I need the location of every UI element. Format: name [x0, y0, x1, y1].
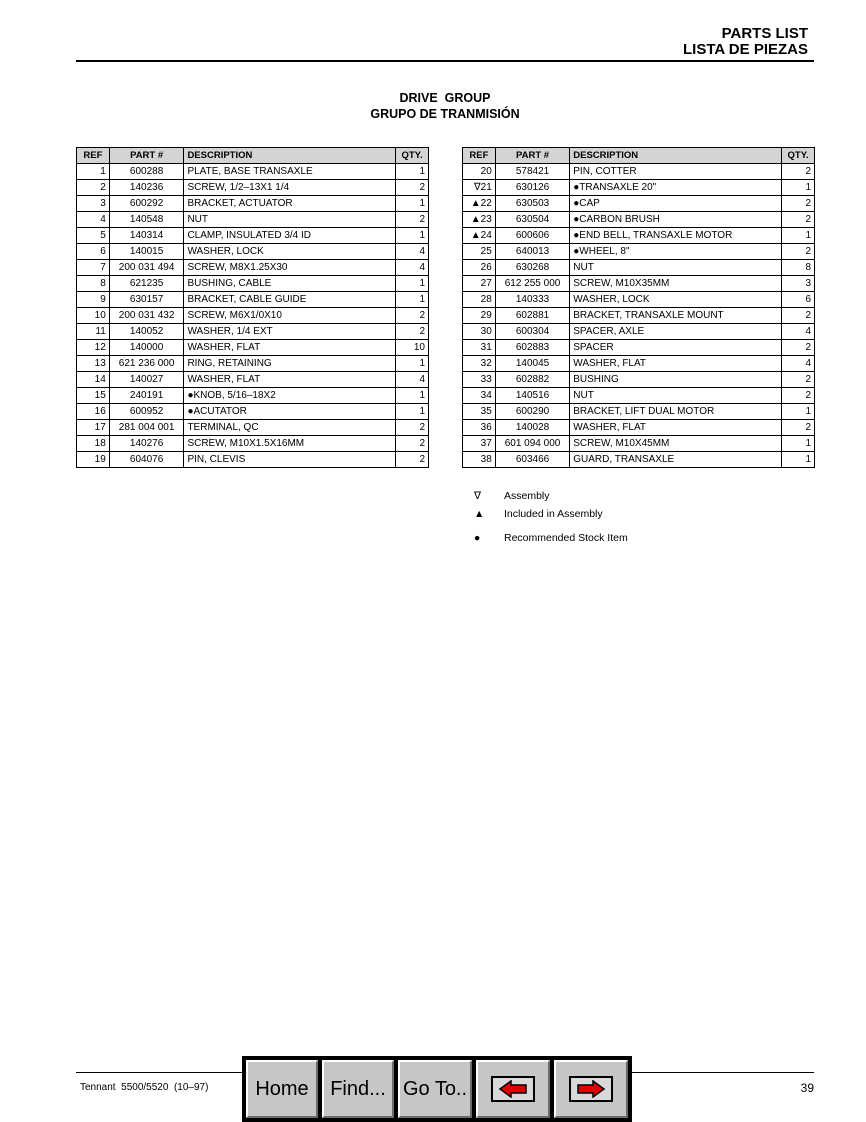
- cell-ref: 38: [463, 452, 496, 468]
- footer-divider-left: [76, 1072, 244, 1073]
- table-row: [77, 276, 429, 292]
- cell-qty: 2: [396, 436, 429, 452]
- cell-description: ●KNOB, 5/16–18X2: [184, 388, 396, 404]
- col-header-description: DESCRIPTION: [184, 148, 396, 164]
- cell-qty: 4: [396, 244, 429, 260]
- cell-ref: ∇21: [463, 180, 496, 196]
- next-page-button[interactable]: [554, 1060, 628, 1118]
- cell-ref: 6: [77, 244, 110, 260]
- legend-included: [470, 508, 603, 520]
- cell-description: ●END BELL, TRANSAXLE MOTOR: [570, 228, 782, 244]
- table-row: [77, 196, 429, 212]
- cell-description: RING, RETAINING: [184, 356, 396, 372]
- cell-ref: 11: [77, 324, 110, 340]
- cell-part-number: 140028: [495, 420, 569, 436]
- header-title-es: LISTA DE PIEZAS: [682, 41, 808, 58]
- cell-description: NUT: [570, 388, 782, 404]
- legend-recommended: [470, 532, 628, 544]
- footer-model: Tennant 5500/5520 (10–97): [80, 1082, 209, 1093]
- goto-button[interactable]: Go To..: [398, 1060, 472, 1118]
- cell-qty: 1: [396, 388, 429, 404]
- cell-part-number: 200 031 494: [109, 260, 184, 276]
- table-row: [463, 452, 815, 468]
- cell-qty: 2: [396, 452, 429, 468]
- col-header-ref: REF: [463, 148, 496, 164]
- bullet-icon: ●: [474, 532, 481, 544]
- section-title: [0, 90, 866, 122]
- cell-description: WASHER, FLAT: [184, 372, 396, 388]
- section-title-en: DRIVE GROUP: [399, 91, 491, 105]
- cell-description: ●TRANSAXLE 20": [570, 180, 782, 196]
- cell-part-number: 602883: [495, 340, 569, 356]
- cell-description: NUT: [184, 212, 396, 228]
- cell-qty: 1: [782, 228, 815, 244]
- cell-part-number: 600304: [495, 324, 569, 340]
- cell-ref: 34: [463, 388, 496, 404]
- cell-description: NUT: [570, 260, 782, 276]
- cell-part-number: 281 004 001: [109, 420, 184, 436]
- find-button[interactable]: Find...: [322, 1060, 394, 1118]
- cell-description: WASHER, FLAT: [570, 356, 782, 372]
- cell-qty: 2: [782, 372, 815, 388]
- col-header-description: DESCRIPTION: [570, 148, 782, 164]
- cell-part-number: 140516: [495, 388, 569, 404]
- cell-ref: 13: [77, 356, 110, 372]
- cell-description: SPACER: [570, 340, 782, 356]
- cell-qty: 2: [782, 196, 815, 212]
- cell-qty: 2: [396, 324, 429, 340]
- cell-qty: 2: [396, 420, 429, 436]
- cell-part-number: 630504: [495, 212, 569, 228]
- cell-description: SCREW, M10X35MM: [570, 276, 782, 292]
- cell-ref: 19: [77, 452, 110, 468]
- legend-label: Assembly: [504, 490, 550, 502]
- cell-part-number: 604076: [109, 452, 184, 468]
- cell-qty: 2: [396, 180, 429, 196]
- table-row: [77, 324, 429, 340]
- cell-ref: ▲22: [463, 196, 496, 212]
- cell-description: WASHER, FLAT: [570, 420, 782, 436]
- table-header-row: [77, 148, 429, 164]
- cell-description: SCREW, M8X1.25X30: [184, 260, 396, 276]
- cell-qty: 8: [782, 260, 815, 276]
- cell-description: SPACER, AXLE: [570, 324, 782, 340]
- cell-part-number: 600292: [109, 196, 184, 212]
- table-row: [463, 196, 815, 212]
- cell-description: BUSHING, CABLE: [184, 276, 396, 292]
- cell-qty: 1: [396, 276, 429, 292]
- col-header-qty: QTY.: [782, 148, 815, 164]
- table-row: [77, 388, 429, 404]
- cell-qty: 2: [782, 212, 815, 228]
- table-row: [463, 212, 815, 228]
- cell-ref: 25: [463, 244, 496, 260]
- cell-part-number: 140314: [109, 228, 184, 244]
- cell-description: GUARD, TRANSAXLE: [570, 452, 782, 468]
- table-row: [77, 212, 429, 228]
- cell-description: ●CARBON BRUSH: [570, 212, 782, 228]
- cell-ref: 12: [77, 340, 110, 356]
- cell-ref: 7: [77, 260, 110, 276]
- cell-description: WASHER, 1/4 EXT: [184, 324, 396, 340]
- cell-qty: 1: [396, 356, 429, 372]
- cell-part-number: 200 031 432: [109, 308, 184, 324]
- table-row: [463, 164, 815, 180]
- cell-qty: 2: [782, 244, 815, 260]
- table-row: [463, 292, 815, 308]
- cell-qty: 1: [396, 196, 429, 212]
- table-row: [77, 292, 429, 308]
- cell-qty: 3: [782, 276, 815, 292]
- cell-description: BRACKET, CABLE GUIDE: [184, 292, 396, 308]
- arrow-right-icon: [569, 1076, 613, 1102]
- cell-ref: ▲24: [463, 228, 496, 244]
- col-header-qty: QTY.: [396, 148, 429, 164]
- cell-description: BUSHING: [570, 372, 782, 388]
- cell-part-number: 600606: [495, 228, 569, 244]
- cell-qty: 4: [782, 324, 815, 340]
- cell-part-number: 140015: [109, 244, 184, 260]
- table-row: [463, 356, 815, 372]
- table-row: [77, 340, 429, 356]
- section-title-es: GRUPO DE TRANMISIÓN: [370, 107, 520, 121]
- cell-qty: 4: [396, 372, 429, 388]
- table-row: [463, 436, 815, 452]
- table-row: [463, 180, 815, 196]
- cell-qty: 1: [396, 164, 429, 180]
- table-row: [463, 388, 815, 404]
- cell-part-number: 621 236 000: [109, 356, 184, 372]
- cell-part-number: 140276: [109, 436, 184, 452]
- table-row: [77, 308, 429, 324]
- cell-ref: 1: [77, 164, 110, 180]
- page-number: 39: [800, 1081, 814, 1095]
- cell-description: WASHER, FLAT: [184, 340, 396, 356]
- cell-part-number: 140027: [109, 372, 184, 388]
- cell-ref: 20: [463, 164, 496, 180]
- home-button[interactable]: Home: [246, 1060, 318, 1118]
- cell-ref: 26: [463, 260, 496, 276]
- cell-description: ●CAP: [570, 196, 782, 212]
- cell-qty: 1: [396, 404, 429, 420]
- table-row: [77, 420, 429, 436]
- cell-description: BRACKET, ACTUATOR: [184, 196, 396, 212]
- cell-part-number: 630157: [109, 292, 184, 308]
- parts-table-right: [462, 147, 815, 468]
- cell-part-number: 602882: [495, 372, 569, 388]
- table-row: [77, 180, 429, 196]
- cell-description: PIN, COTTER: [570, 164, 782, 180]
- cell-ref: 28: [463, 292, 496, 308]
- col-header-part: PART #: [109, 148, 184, 164]
- cell-ref: 10: [77, 308, 110, 324]
- cell-ref: 37: [463, 436, 496, 452]
- table-row: [463, 340, 815, 356]
- table-row: [77, 356, 429, 372]
- table-row: [463, 324, 815, 340]
- cell-part-number: 640013: [495, 244, 569, 260]
- cell-part-number: 140548: [109, 212, 184, 228]
- cell-description: SCREW, M10X45MM: [570, 436, 782, 452]
- cell-description: SCREW, M6X1/0X10: [184, 308, 396, 324]
- cell-part-number: 630268: [495, 260, 569, 276]
- col-header-part: PART #: [495, 148, 569, 164]
- cell-qty: 4: [396, 260, 429, 276]
- cell-ref: 35: [463, 404, 496, 420]
- table-row: [77, 452, 429, 468]
- parts-table-left: [76, 147, 429, 468]
- page-header: [683, 26, 808, 58]
- cell-ref: 5: [77, 228, 110, 244]
- cell-description: CLAMP, INSULATED 3/4 ID: [184, 228, 396, 244]
- assembly-icon: ∇: [474, 490, 482, 502]
- cell-qty: 2: [782, 420, 815, 436]
- header-title-en: PARTS LIST: [721, 25, 808, 42]
- cell-part-number: 140045: [495, 356, 569, 372]
- cell-part-number: 578421: [495, 164, 569, 180]
- footer-divider-right: [630, 1072, 814, 1073]
- cell-ref: 9: [77, 292, 110, 308]
- cell-description: BRACKET, LIFT DUAL MOTOR: [570, 404, 782, 420]
- cell-part-number: 600952: [109, 404, 184, 420]
- cell-part-number: 630503: [495, 196, 569, 212]
- cell-ref: 16: [77, 404, 110, 420]
- cell-part-number: 621235: [109, 276, 184, 292]
- cell-description: PLATE, BASE TRANSAXLE: [184, 164, 396, 180]
- cell-qty: 1: [782, 452, 815, 468]
- cell-qty: 10: [396, 340, 429, 356]
- table-row: [77, 164, 429, 180]
- cell-part-number: 140052: [109, 324, 184, 340]
- cell-part-number: 140333: [495, 292, 569, 308]
- cell-qty: 2: [782, 388, 815, 404]
- cell-part-number: 140000: [109, 340, 184, 356]
- cell-qty: 2: [782, 340, 815, 356]
- cell-part-number: 630126: [495, 180, 569, 196]
- cell-ref: 27: [463, 276, 496, 292]
- cell-ref: 30: [463, 324, 496, 340]
- legend-label: Included in Assembly: [504, 508, 603, 520]
- cell-description: BRACKET, TRANSAXLE MOUNT: [570, 308, 782, 324]
- cell-description: SCREW, M10X1.5X16MM: [184, 436, 396, 452]
- previous-page-button[interactable]: [476, 1060, 550, 1118]
- cell-qty: 1: [396, 228, 429, 244]
- cell-ref: 18: [77, 436, 110, 452]
- legend-assembly: [470, 490, 550, 502]
- table-row: [463, 372, 815, 388]
- cell-ref: 2: [77, 180, 110, 196]
- table-row: [463, 404, 815, 420]
- cell-part-number: 600290: [495, 404, 569, 420]
- table-row: [463, 228, 815, 244]
- cell-description: WASHER, LOCK: [184, 244, 396, 260]
- cell-qty: 1: [782, 180, 815, 196]
- cell-part-number: 602881: [495, 308, 569, 324]
- table-row: [463, 420, 815, 436]
- cell-ref: 17: [77, 420, 110, 436]
- table-row: [463, 276, 815, 292]
- cell-ref: 4: [77, 212, 110, 228]
- cell-ref: 31: [463, 340, 496, 356]
- cell-part-number: 612 255 000: [495, 276, 569, 292]
- cell-qty: 1: [396, 292, 429, 308]
- cell-qty: 2: [396, 308, 429, 324]
- cell-qty: 1: [782, 404, 815, 420]
- cell-part-number: 603466: [495, 452, 569, 468]
- table-row: [77, 228, 429, 244]
- cell-description: PIN, CLEVIS: [184, 452, 396, 468]
- cell-part-number: 140236: [109, 180, 184, 196]
- cell-part-number: 601 094 000: [495, 436, 569, 452]
- cell-ref: 8: [77, 276, 110, 292]
- table-row: [77, 436, 429, 452]
- cell-ref: 33: [463, 372, 496, 388]
- table-row: [77, 404, 429, 420]
- col-header-ref: REF: [77, 148, 110, 164]
- cell-ref: 15: [77, 388, 110, 404]
- header-divider: [76, 60, 814, 62]
- cell-ref: 32: [463, 356, 496, 372]
- cell-ref: 36: [463, 420, 496, 436]
- cell-qty: 6: [782, 292, 815, 308]
- table-row: [77, 260, 429, 276]
- table-row: [77, 372, 429, 388]
- table-row: [77, 244, 429, 260]
- cell-part-number: 600288: [109, 164, 184, 180]
- cell-qty: 2: [782, 308, 815, 324]
- cell-description: ●ACUTATOR: [184, 404, 396, 420]
- arrow-left-icon: [491, 1076, 535, 1102]
- cell-ref: 29: [463, 308, 496, 324]
- cell-description: TERMINAL, QC: [184, 420, 396, 436]
- cell-qty: 2: [396, 212, 429, 228]
- nav-bar: [242, 1056, 632, 1122]
- cell-part-number: 240191: [109, 388, 184, 404]
- legend-label: Recommended Stock Item: [504, 532, 628, 544]
- cell-ref: 3: [77, 196, 110, 212]
- table-header-row: [463, 148, 815, 164]
- table-row: [463, 308, 815, 324]
- table-row: [463, 260, 815, 276]
- cell-qty: 1: [782, 436, 815, 452]
- table-row: [463, 244, 815, 260]
- cell-qty: 2: [782, 164, 815, 180]
- cell-ref: 14: [77, 372, 110, 388]
- cell-qty: 4: [782, 356, 815, 372]
- cell-ref: ▲23: [463, 212, 496, 228]
- triangle-icon: ▲: [474, 508, 485, 520]
- cell-description: SCREW, 1/2–13X1 1/4: [184, 180, 396, 196]
- cell-description: WASHER, LOCK: [570, 292, 782, 308]
- cell-description: ●WHEEL, 8": [570, 244, 782, 260]
